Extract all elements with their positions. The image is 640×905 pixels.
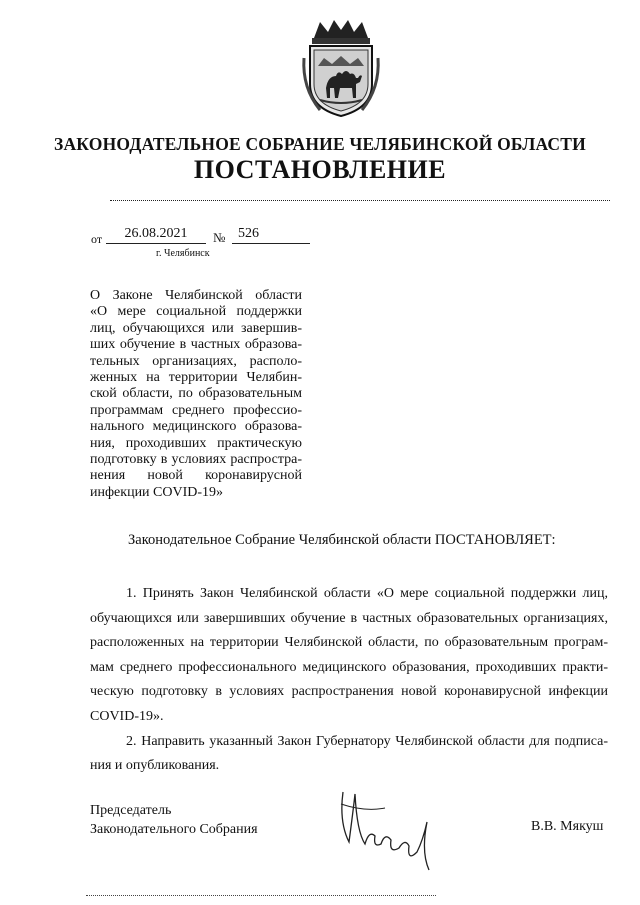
subject-line: инфекции COVID-19» bbox=[90, 484, 224, 500]
subject-line: программам среднего профессио- bbox=[90, 402, 302, 418]
subject-line: ших обучение в частных образова- bbox=[90, 337, 302, 353]
subject-line: «О мере социальной поддержки bbox=[90, 304, 302, 320]
subject-line: лиц, обучающихся или завершив- bbox=[90, 320, 302, 336]
subject-line: тельных организациях, располо- bbox=[90, 353, 302, 369]
resolves-statement: Законодательное Собрание Челябинской области ПОСТАНОВЛЯЕТ: bbox=[128, 532, 556, 548]
subject-block bbox=[90, 288, 302, 501]
body-line: COVID-19». bbox=[90, 708, 164, 724]
body-line: ческую подготовку в условиях распространения новой коронавирусной инфекции bbox=[90, 684, 608, 700]
body-line: ния и опубликования. bbox=[90, 758, 220, 774]
body-line: 2. Направить указанный Закон Губернатору Челябинской области для подписа- bbox=[126, 733, 608, 749]
subject-line: ния, проходивших практическую bbox=[90, 435, 302, 451]
footer-divider bbox=[86, 895, 436, 896]
handwritten-signature bbox=[335, 782, 445, 877]
body-line: 1. Принять Закон Челябинской области «О мере социальной поддержки лиц, bbox=[126, 586, 608, 601]
header-divider bbox=[110, 200, 610, 201]
body-line: мам среднего профессионального медицинского образования, проходивших практи- bbox=[90, 659, 608, 675]
subject-line: нального медицинского образова- bbox=[90, 419, 302, 435]
date-label: от bbox=[91, 232, 103, 246]
signatory-title-line: Законодательного Собрания bbox=[90, 822, 258, 837]
organization-name: ЗАКОНОДАТЕЛЬНОЕ СОБРАНИЕ ЧЕЛЯБИНСКОЙ ОБЛАСТИ bbox=[54, 134, 586, 154]
coat-of-arms-emblem bbox=[300, 18, 382, 118]
document-type-title: ПОСТАНОВЛЕНИЕ bbox=[193, 155, 447, 184]
subject-line: О Законе Челябинской области bbox=[90, 288, 302, 303]
resolution-body bbox=[90, 582, 608, 779]
document-number: 526 bbox=[232, 226, 310, 244]
signatory-name: В.В. Мякуш bbox=[531, 819, 604, 834]
subject-line: нения новой коронавирусной bbox=[90, 468, 302, 484]
signatory-title bbox=[90, 801, 258, 839]
body-line: обучающихся или завершивших обучение в частных образовательных организациях, bbox=[90, 610, 608, 626]
subject-line: женных на территории Челябин- bbox=[90, 370, 302, 386]
document-date: 26.08.2021 bbox=[106, 226, 206, 244]
subject-line: подготовку в условиях распростра- bbox=[90, 452, 302, 468]
body-line: расположенных на территории Челябинской области, по образовательным програм- bbox=[90, 635, 608, 651]
subject-line: ской области, по образовательным bbox=[90, 386, 302, 402]
signatory-title-line: Председатель bbox=[90, 803, 172, 818]
city-label: г. Челябинск bbox=[156, 248, 210, 259]
number-label: № bbox=[213, 230, 226, 245]
